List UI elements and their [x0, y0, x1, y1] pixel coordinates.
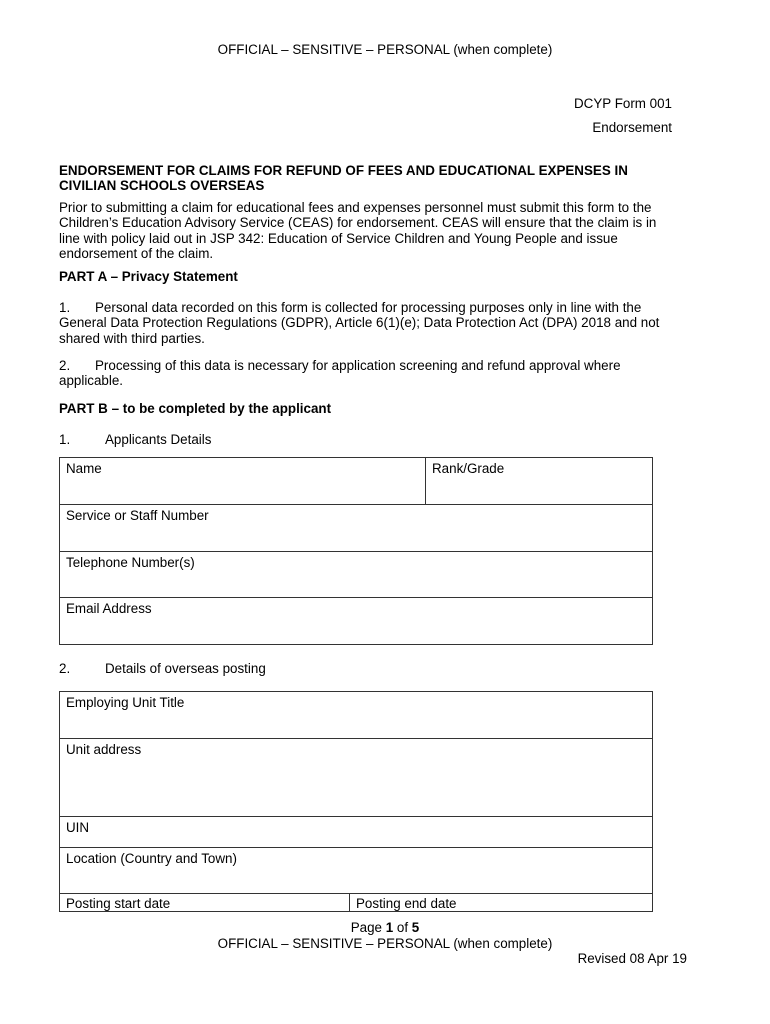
page-number — [0, 920, 770, 935]
page-of: of — [393, 920, 412, 935]
section-1-heading — [59, 432, 685, 447]
section-1-number: 1. — [59, 432, 71, 447]
rank-grade-field[interactable] — [426, 458, 653, 505]
unit-title-label: Employing Unit Title — [66, 695, 185, 710]
part-a-item-1-number: 1. — [59, 300, 71, 315]
page-prefix: Page — [350, 920, 386, 935]
uin-label: UIN — [66, 820, 90, 835]
form-number: DCYP Form 001 — [574, 96, 672, 111]
posting-start-date-label: Posting start date — [66, 896, 171, 911]
intro-paragraph: Prior to submitting a claim for educational fees and expenses personnel must submit this form to the Children’s Education Advisory Service (CEAS) for endorsement. CEAS will ensure that the claim is in line with policy laid out in JSP 342: Education of Service Children and Young People and issue endorsement of the claim. — [59, 200, 657, 262]
part-a-item-2-number: 2. — [59, 358, 71, 373]
service-number-field[interactable] — [60, 505, 653, 552]
revision-date: Revised 08 Apr 19 — [577, 951, 687, 966]
part-a-item-1 — [59, 300, 683, 346]
section-2-number: 2. — [59, 661, 71, 676]
part-a-heading: PART A – Privacy Statement — [59, 269, 238, 284]
name-field[interactable] — [60, 458, 426, 505]
document-title-line-2: CIVILIAN SCHOOLS OVERSEAS — [59, 178, 265, 194]
document-title — [59, 163, 685, 194]
telephone-label: Telephone Number(s) — [66, 555, 195, 570]
telephone-field[interactable] — [60, 552, 653, 598]
posting-start-date-field[interactable] — [60, 894, 350, 912]
part-a-item-1-text: Personal data recorded on this form is collected for processing purposes only in line with the General Data Protection Regulations (GDPR), Article 6(1)(e); Data Protection Act (DPA) 2018 and not shared with third parties. — [59, 300, 660, 346]
section-2-heading — [59, 661, 685, 676]
posting-details-table — [59, 691, 653, 912]
page-total: 5 — [411, 920, 420, 935]
rank-grade-label: Rank/Grade — [432, 461, 505, 476]
posting-end-date-label: Posting end date — [356, 896, 457, 911]
name-label: Name — [66, 461, 102, 476]
posting-end-date-field[interactable] — [350, 894, 653, 912]
applicant-details-table — [59, 457, 653, 645]
unit-address-field[interactable] — [60, 739, 653, 817]
header-classification: OFFICIAL – SENSITIVE – PERSONAL (when complete) — [217, 42, 553, 57]
uin-field[interactable] — [60, 817, 653, 848]
unit-address-label: Unit address — [66, 742, 142, 757]
service-number-label: Service or Staff Number — [66, 508, 209, 523]
page-current: 1 — [385, 920, 394, 935]
email-field[interactable] — [60, 598, 653, 645]
footer-classification: OFFICIAL – SENSITIVE – PERSONAL (when complete) — [217, 936, 553, 951]
location-label: Location (Country and Town) — [66, 851, 237, 866]
part-a-item-2 — [59, 358, 663, 389]
form-type: Endorsement — [592, 120, 672, 135]
document-title-line-1: ENDORSEMENT FOR CLAIMS FOR REFUND OF FEES AND EDUCATIONAL EXPENSES IN — [59, 163, 628, 178]
part-b-heading: PART B – to be completed by the applicant — [59, 401, 332, 416]
section-2-title: Details of overseas posting — [105, 661, 266, 676]
part-a-item-2-text: Processing of this data is necessary for application screening and refund approval where applicable. — [59, 358, 621, 389]
unit-title-field[interactable] — [60, 692, 653, 739]
section-1-title: Applicants Details — [105, 432, 212, 447]
email-label: Email Address — [66, 601, 152, 616]
location-field[interactable] — [60, 848, 653, 894]
